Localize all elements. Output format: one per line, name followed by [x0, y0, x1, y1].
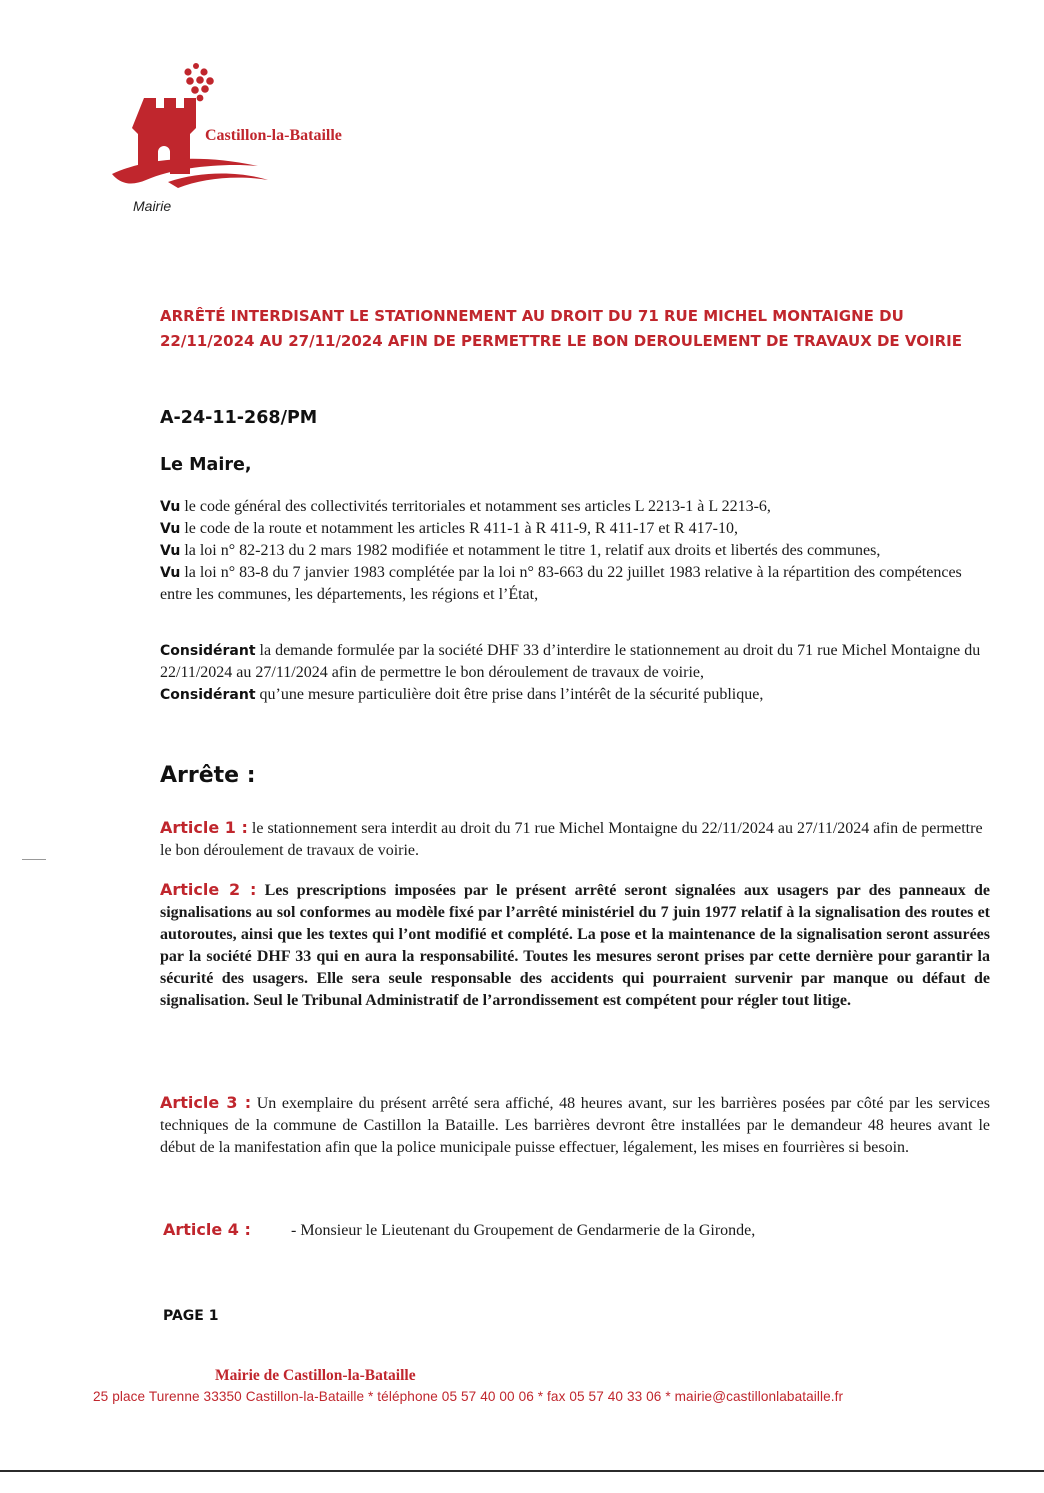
- page-number: PAGE 1: [163, 1308, 219, 1324]
- article-3: Article 3 : Un exemplaire du présent arrêté sera affiché, 48 heures avant, sur les barrières posées par côté par les services techniques de la commune de Castillon la Bataille. Les barrières devront être installées par le demandeur 48 heures avant le début de la manifestation afin que la police municipale puisse effectuer, légalement, les mises en fourrières si besoin.: [160, 1093, 990, 1156]
- vu-item: Vu le code général des collectivités territoriales et notamment ses articles L 2213-1 à L 2213-6,: [160, 498, 771, 515]
- considerant-item: Considérant qu’une mesure particulière doit être prise dans l’intérêt de la sécurité publique,: [160, 686, 764, 703]
- scan-mark: [22, 859, 46, 860]
- vu-list: [160, 496, 990, 606]
- article-label: Article 3 :: [160, 1093, 252, 1112]
- document-title: ARRÊTÉ INTERDISANT LE STATIONNEMENT AU DROIT DU 71 RUE MICHEL MONTAIGNE DU 22/11/2024 AU 27/11/2024 AFIN DE PERMETTRE LE BON DEROULEMENT DE TRAVAUX DE VOIRIE: [160, 307, 962, 350]
- grape-icon: [184, 63, 213, 101]
- article-label: Article 1 :: [160, 818, 248, 837]
- logo-subtitle: Mairie: [133, 198, 172, 214]
- reference-number: A-24-11-268/PM: [160, 408, 318, 428]
- vu-item: Vu la loi n° 83-8 du 7 janvier 1983 complétée par la loi n° 83-663 du 22 juillet 1983 relative à la répartition des compétences entre les communes, les départements, les régions et l’État,: [160, 564, 962, 603]
- vu-item: Vu la loi n° 82-213 du 2 mars 1982 modifiée et notamment le titre 1, relatif aux droits et libertés des communes,: [160, 542, 881, 559]
- article-label: Article 2 :: [160, 880, 257, 899]
- article-4: Article 4 : - Monsieur le Lieutenant du Groupement de Gendarmerie de la Gironde,: [163, 1220, 756, 1239]
- footer-contact: 25 place Turenne 33350 Castillon-la-Bataille * téléphone 05 57 40 00 06 * fax 05 57 40 33 06 * mairie@castillonlabataille.fr: [93, 1389, 844, 1404]
- article-1: Article 1 : le stationnement sera interdit au droit du 71 rue Michel Montaigne du 22/11/2024 au 27/11/2024 afin de permettre le bon déroulement de travaux de voirie.: [160, 818, 983, 859]
- arrete-heading: Arrête :: [160, 763, 256, 788]
- footer-org: Mairie de Castillon-la-Bataille: [215, 1367, 416, 1384]
- considerant-item: Considérant la demande formulée par la société DHF 33 d’interdire le stationnement au droit du 71 rue Michel Montaigne du 22/11/2024 au 27/11/2024 afin de permettre le bon déroulement de travaux de voirie,: [160, 642, 981, 681]
- scan-edge-line: [0, 1470, 1044, 1472]
- logo-town-name: Castillon-la-Bataille: [205, 127, 342, 144]
- addressee: Le Maire,: [160, 455, 252, 475]
- considerant-list: [160, 640, 990, 706]
- article-2: Article 2 : Les prescriptions imposées par le présent arrêté seront signalées aux usagers par des panneaux de signalisations au sol conformes au modèle fixé par l’arrêté ministériel du 7 juin 1977 relatif à la signalisation des routes et autoroutes, ainsi que les textes qui l’ont modifié et complété. La pose et la maintenance de la signalisation seront assurées par la société DHF 33 qui en aura la responsabilité. Toutes les mesures seront prises par cette dernière pour garantir la sécurité des usagers. Elle sera seule responsable des accidents qui pourraient survenir par manque ou défaut de signalisation. Seul le Tribunal Administratif de l’arrondissement est compétent pour régler tout litige.: [160, 880, 990, 1009]
- vu-item: Vu le code de la route et notamment les articles R 411-1 à R 411-9, R 411-17 et R 417-10,: [160, 520, 738, 537]
- article-label: Article 4 :: [163, 1220, 251, 1239]
